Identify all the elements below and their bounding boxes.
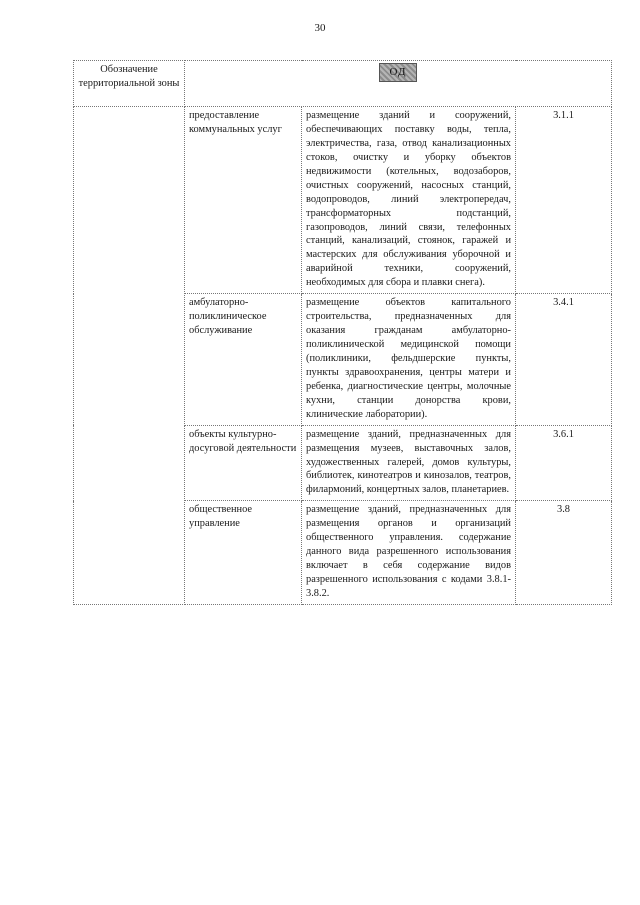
use-code-cell: 3.8 bbox=[516, 501, 612, 605]
use-kind-cell: предоставление коммунальных услуг bbox=[185, 107, 302, 294]
use-code-cell: 3.4.1 bbox=[516, 294, 612, 425]
use-description-cell: размещение объектов капитального строительства, предназначенных для оказания гражданам амбулаторно-поликлинической медицинской помощи (поликлиники, фельдшерские пункты, пункты здравоохранения, центры матери и ребенка, диагностические центры, молочные кухни, станции донорства крови, клинические лаборатории). bbox=[302, 294, 516, 425]
use-kind-cell: амбулаторно-поликлиническое обслуживание bbox=[185, 294, 302, 425]
use-description-cell: размещение зданий, предназначенных для размещения органов и организаций общественного управления. содержание данного вида разрешенного использования включает в себя содержание видов разрешенного использования с кодами 3.8.1-3.8.2. bbox=[302, 501, 516, 605]
land-use-table bbox=[73, 60, 612, 605]
use-description-cell: размещение зданий, предназначенных для размещения музеев, выставочных залов, художественных галерей, домов культуры, библиотек, кинотеатров и кинозалов, театров, филармоний, концертных залов, планетариев. bbox=[302, 425, 516, 501]
use-code-cell: 3.1.1 bbox=[516, 107, 612, 294]
use-kind-cell: общественное управление bbox=[185, 501, 302, 605]
zone-code-badge: ОД bbox=[379, 63, 418, 82]
table-header-row bbox=[74, 61, 612, 107]
use-code-cell: 3.6.1 bbox=[516, 425, 612, 501]
use-description-cell: размещение зданий и сооружений, обеспечивающих поставку воды, тепла, электричества, газа, отвод канализационных стоков, очистку и уборку объектов недвижимости (котельных, водозаборов, очистных сооружений, насосных станций, водопроводов, линий электропередач, трансформаторных подстанций, газопроводов, линий связи, телефонных станций, канализаций, стоянок, гаражей и мастерских для обслуживания уборочной и аварийной техники, сооружений, необходимых для сбора и плавки снега). bbox=[302, 107, 516, 294]
zone-designation-header: Обозначение территориальной зоны bbox=[74, 61, 185, 107]
zone-code-header bbox=[185, 61, 612, 107]
zone-empty-cell bbox=[74, 107, 185, 605]
use-kind-cell: объекты культурно-досуговой деятельности bbox=[185, 425, 302, 501]
page-number: 30 bbox=[314, 22, 326, 34]
table-row bbox=[74, 107, 612, 294]
